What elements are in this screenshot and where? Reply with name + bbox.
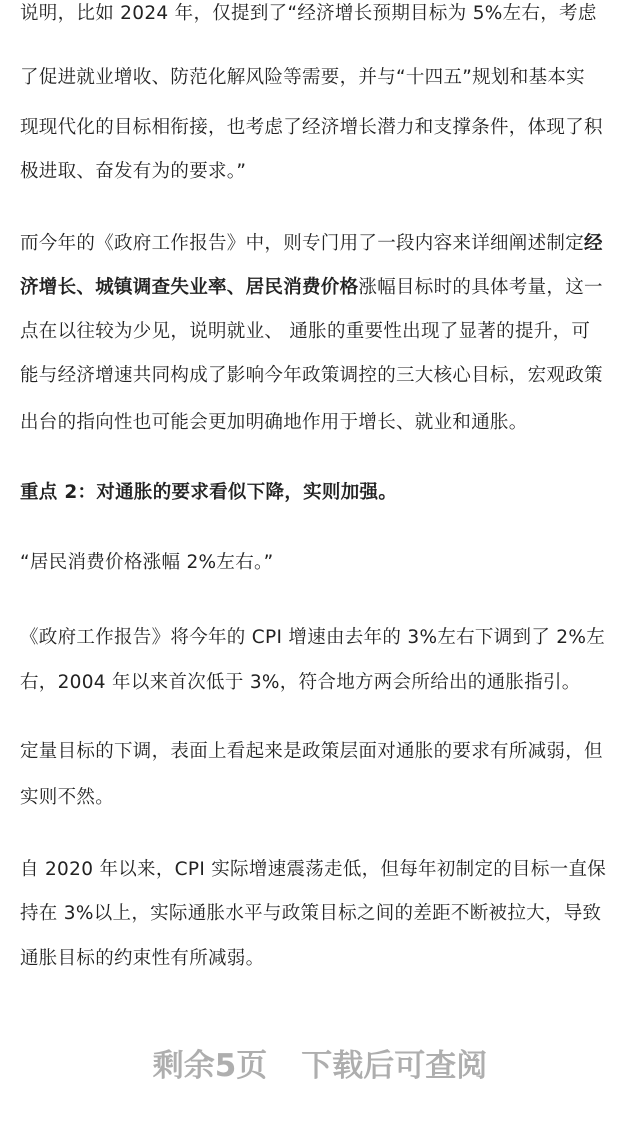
paragraph-2-line-1-bold: 经 (584, 233, 603, 254)
paragraph-2-line-3: 点在以往较为少见，说明就业、 通胀的重要性出现了显著的提升，可 (20, 321, 591, 342)
paragraph-1-line-1: 说明，比如 2024 年，仅提到了“经济增长预期目标为 5%左右，考虑 (20, 3, 597, 24)
paragraph-2-line-5: 出台的指向性也可能会更加明确地作用于增长、就业和通胀。 (20, 412, 528, 433)
paragraph-5-line-2: 持在 3%以上，实际通胀水平与政策目标之间的差距不断被拉大，导致 (20, 903, 602, 924)
paragraph-2-line-2 (20, 274, 603, 302)
paragraph-1-line-3: 现现代化的目标相衔接，也考虑了经济增长潜力和支撑条件，体现了积 (20, 117, 603, 138)
paragraph-2-line-1-text: 而今年的《政府工作报告》中，则专门用了一段内容来详细阐述制定 (20, 233, 585, 254)
paragraph-4-line-1: 定量目标的下调，表面上看起来是政策层面对通胀的要求有所减弱，但 (20, 741, 603, 762)
paragraph-2-line-2-bold: 济增长、城镇调查失业率、居民消费价格 (20, 277, 359, 298)
quote-line: “居民消费价格涨幅 2%左右。” (20, 552, 274, 573)
remaining-pages-label: 剩余5页 (152, 1048, 268, 1084)
paragraph-2-line-1 (20, 230, 603, 258)
download-to-view-label: 下载后可查阅 (301, 1048, 488, 1084)
paragraph-2-line-2-text: 涨幅目标时的具体考量，这一 (358, 277, 603, 298)
download-prompt[interactable] (0, 1044, 640, 1088)
section-heading: 重点 2：对通胀的要求看似下降，实则加强。 (20, 482, 398, 503)
paragraph-4-line-2: 实则不然。 (20, 787, 115, 808)
paragraph-2-line-4: 能与经济增速共同构成了影响今年政策调控的三大核心目标，宏观政策 (20, 365, 603, 386)
paragraph-5-line-3: 通胀目标的约束性有所减弱。 (20, 948, 265, 969)
paragraph-3-line-2: 右，2004 年以来首次低于 3%，符合地方两会所给出的通胀指引。 (20, 672, 581, 693)
paragraph-1-line-4: 极进取、奋发有为的要求。” (20, 161, 247, 182)
paragraph-3-line-1: 《政府工作报告》将今年的 CPI 增速由去年的 3%左右下调到了 2%左 (20, 627, 606, 648)
paragraph-1-line-2: 了促进就业增收、防范化解风险等需要，并与“十四五”规划和基本实 (20, 67, 585, 88)
paragraph-5-line-1: 自 2020 年以来，CPI 实际增速震荡走低，但每年初制定的目标一直保 (20, 859, 607, 880)
